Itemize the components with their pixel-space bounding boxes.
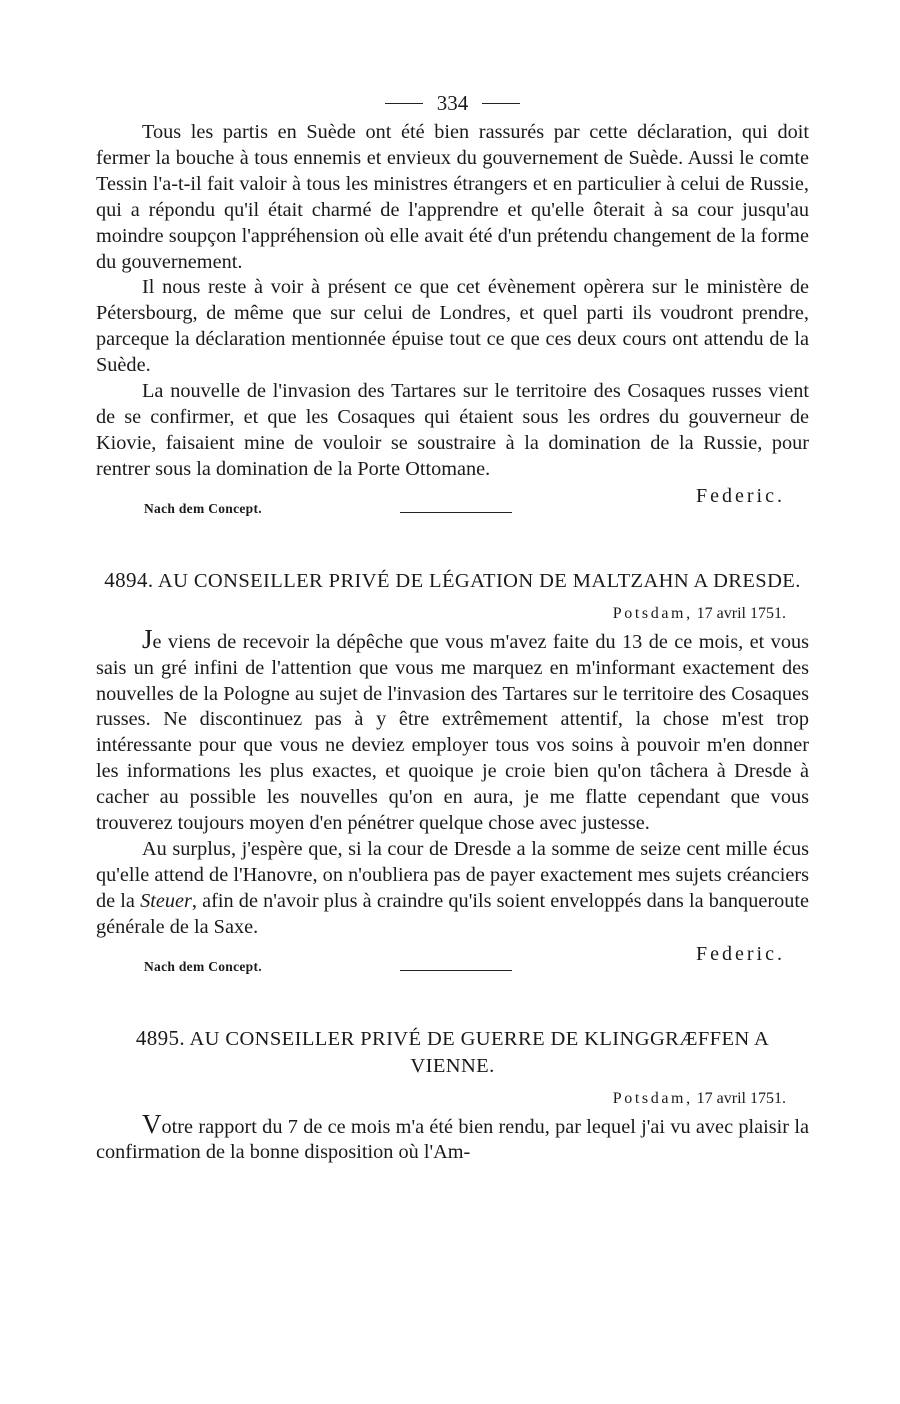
paragraph-text: otre rapport du 7 de ce mois m'a été bien rendu, par lequel j'ai vu avec plaisir la confirmation de la bonne disposition où l'Am- [96,1115,809,1164]
signature-block [96,483,809,519]
letter-number: 4894. [104,567,154,592]
initial-letter: J [142,623,153,654]
signature: Federic. [696,942,785,965]
letter-heading [96,1025,809,1080]
place: Potsdam, [612,604,693,622]
signature: Federic. [696,484,785,507]
paragraph: Il nous reste à voir à présent ce que cet évènement opèrera sur le ministère de Pétersbourg, de même que sur celui de Londres, et quel parti ils voudront prendre, parceque la déclaration mentionnée épuise tout ce que ces deux cours ont attendu de la Suède. [96,276,809,377]
paragraph: La nouvelle de l'invasion des Tartares sur le territoire des Cosaques russes vient de se confirmer, et que les Cosaques qui étaient sous les ordres du gouverneur de Kiovie, faisaient mine de vouloir se soustraire à la domination de la Russie, pour rentrer sous la domination de la Porte Ottomane. [96,380,809,480]
source-note: Nach dem Concept. [144,958,262,974]
separator-rule [400,512,512,513]
date: 17 avril 1751. [696,1089,786,1107]
paragraph [96,623,809,837]
initial-letter: V [142,1108,162,1139]
right-dash [482,103,520,104]
italic-term: Steuer [140,889,192,912]
paragraph: Tous les partis en Suède ont été bien rassurés par cette déclaration, qui doit fermer la bouche à tous ennemis et envieux du gouvernement de Suède. Aussi le comte Tessin l'a-t-il fait valoir à tous les ministres étrangers et en particulier à celui de Russie, qui a répondu qu'il était charmé de l'apprendre et qu'elle ôterait à sa cour jusqu'au moindre soupçon l'appréhension où elle avait été d'un prétendu changement de la forme du gouvernement. [96,121,809,273]
place: Potsdam, [612,1089,693,1107]
paragraph [96,1108,809,1167]
paragraph-text: Au surplus, j'espère que, si la cour de Dresde a la somme de seize cent mille écus qu'elle attend de l'Hanovre, on n'oubliera pas de payer exactement mes sujets créanciers de la [96,837,809,912]
signature-block [96,941,809,977]
dateline [96,603,786,625]
letter-title: AU CONSEILLER PRIVÉ DE LÉGATION DE MALTZAHN A DRESDE. [157,569,801,592]
running-head [96,86,809,120]
dateline [96,1088,786,1110]
letter-number: 4895. [135,1025,186,1050]
date: 17 avril 1751. [696,604,786,622]
document-page [96,86,809,1166]
paragraph-text: , afin de n'avoir plus à craindre qu'ils soient enveloppés dans la banqueroute générale de la Saxe. [96,889,810,938]
page-number: 334 [436,90,469,115]
source-note: Nach dem Concept. [144,500,262,516]
letter-title: AU CONSEILLER PRIVÉ DE GUERRE DE KLINGGRÆFFEN A VIENNE. [189,1027,770,1077]
left-dash [385,103,423,104]
separator-rule [400,970,512,971]
paragraph-text: e viens de recevoir la dépêche que vous m'avez faite du 13 de ce mois, et vous sais un gré infini de l'attention que vous me marquez en m'informant exactement des nouvelles de la Pologne au sujet de l'invasion des Tartares sur le territoire des Cosaques russes. Ne discontinuez pas à y être extrêmement attentif, la chose m'est trop intéressante pour que vous ne deviez employer tous vos soins à pouvoir m'en donner les informations les plus exactes, et quoique je croie bien qu'on tâchera à Dresde à cacher au possible les nouvelles qu'on en aura, je me flatte cependant que vous trouverez toujours moyen d'en pénétrer quelque chose avec justesse. [96,630,809,835]
letter-heading [96,567,809,595]
paragraph [96,837,809,941]
